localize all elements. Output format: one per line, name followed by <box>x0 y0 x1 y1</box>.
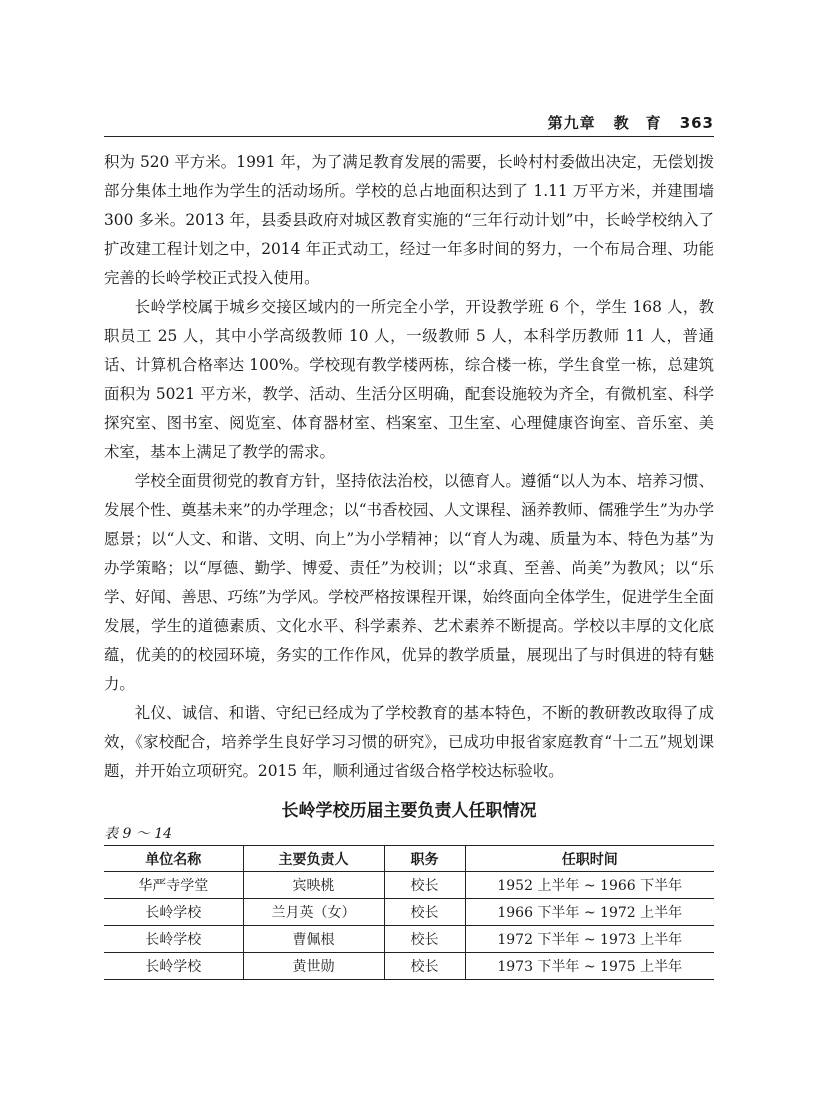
page-number: 363 <box>679 114 714 132</box>
table-cell: 黄世勋 <box>243 953 384 980</box>
table-cell: 校长 <box>384 926 465 953</box>
table-cell: 1952 上半年 ~ 1966 下半年 <box>465 872 714 899</box>
chapter-title: 教 育 <box>613 114 662 132</box>
column-header: 单位名称 <box>104 846 243 872</box>
paragraph: 学校全面贯彻党的教育方针，坚持依法治校，以德育人。遵循“以人为本、培养习惯、发展个性、奠基未来”的办学理念；以“书香校园、人文课程、涵养教师、儒雅学生”为办学愿景；以“人文、和谐、文明、向上”为小学精神；以“育人为魂、质量为本、特色为基”为办学策略；以“厚德、勤学、博爱、责任”为校训；以“求真、至善、尚美”为教风；以“乐学、好闻、善思、巧练”为学风。学校严格按课程开课，始终面向全体学生，促进学生全面发展，学生的道德素质、文化水平、科学素养、艺术素养不断提高。学校以丰厚的文化底蕴，优美的的校园环境，务实的工作作风，优异的教学质量，展现出了与时俱进的特有魅力。 <box>104 472 714 693</box>
paragraph: 长岭学校属于城乡交接区域内的一所完全小学，开设教学班 6 个，学生 168 人，教职员工 25 人，其中小学高级教师 10 人，一级教师 5 人，本科学历教师 11 人，普通话、计算机合格率达 100%。学校现有教学楼两栋，综合楼一栋，学生食堂一栋，总建筑面积为 5021 平方米，教学、活动、生活分区明确，配套设施较为齐全，有微机室、科学探究室、图书室、阅览室、体育器材室、档案室、卫生室、心理健康咨询室、音乐室、美术室，基本上满足了教学的需求。 <box>104 298 714 461</box>
table-label: 表 9 ～ 14 <box>104 826 173 842</box>
table-cell: 1973 下半年 ~ 1975 上半年 <box>465 953 714 980</box>
table-cell: 校长 <box>384 899 465 926</box>
table-cell: 曹佩根 <box>243 926 384 953</box>
paragraph: 礼仪、诚信、和谐、守纪已经成为了学校教育的基本特色，不断的教研教改取得了成效，《家校配合，培养学生良好学习习惯的研究》，已成功申报省家庭教育“十二五”规划课题，并开始立项研究。2015 年，顺利通过省级合格学校达标验收。 <box>104 704 714 780</box>
running-header <box>104 112 714 133</box>
table-row <box>104 899 714 926</box>
table-cell: 长岭学校 <box>104 926 243 953</box>
table-cell: 长岭学校 <box>104 953 243 980</box>
table-row <box>104 872 714 899</box>
table-cell: 校长 <box>384 872 465 899</box>
table-row <box>104 953 714 980</box>
column-header: 职务 <box>384 846 465 872</box>
table-cell: 1972 下半年 ~ 1973 上半年 <box>465 926 714 953</box>
table-title: 长岭学校历届主要负责人任职情况 <box>281 801 537 821</box>
chapter-label: 第九章 <box>547 114 596 132</box>
table-cell: 1966 下半年 ~ 1972 上半年 <box>465 899 714 926</box>
body-text <box>104 148 714 786</box>
paragraph: 积为 520 平方米。1991 年，为了满足教育发展的需要，长岭村村委做出决定，无偿划拨部分集体土地作为学生的活动场所。学校的总占地面积达到了 1.11 万平方米，并建围墙 300 多米。2013 年，县委县政府对城区教育实施的“三年行动计划”中，长岭学校纳入了扩改建工程计划之中，2014 年正式动工，经过一年多时间的努力，一个布局合理、功能完善的长岭学校正式投入使用。 <box>104 153 714 287</box>
header-rule <box>104 136 714 137</box>
table-cell: 兰月英（女） <box>243 899 384 926</box>
column-header: 主要负责人 <box>243 846 384 872</box>
table-cell: 校长 <box>384 953 465 980</box>
table-header-row <box>104 846 714 872</box>
principals-table <box>104 845 714 980</box>
table-cell: 华严寺学堂 <box>104 872 243 899</box>
table-row <box>104 926 714 953</box>
column-header: 任职时间 <box>465 846 714 872</box>
table-cell: 长岭学校 <box>104 899 243 926</box>
table-cell: 宾映桃 <box>243 872 384 899</box>
